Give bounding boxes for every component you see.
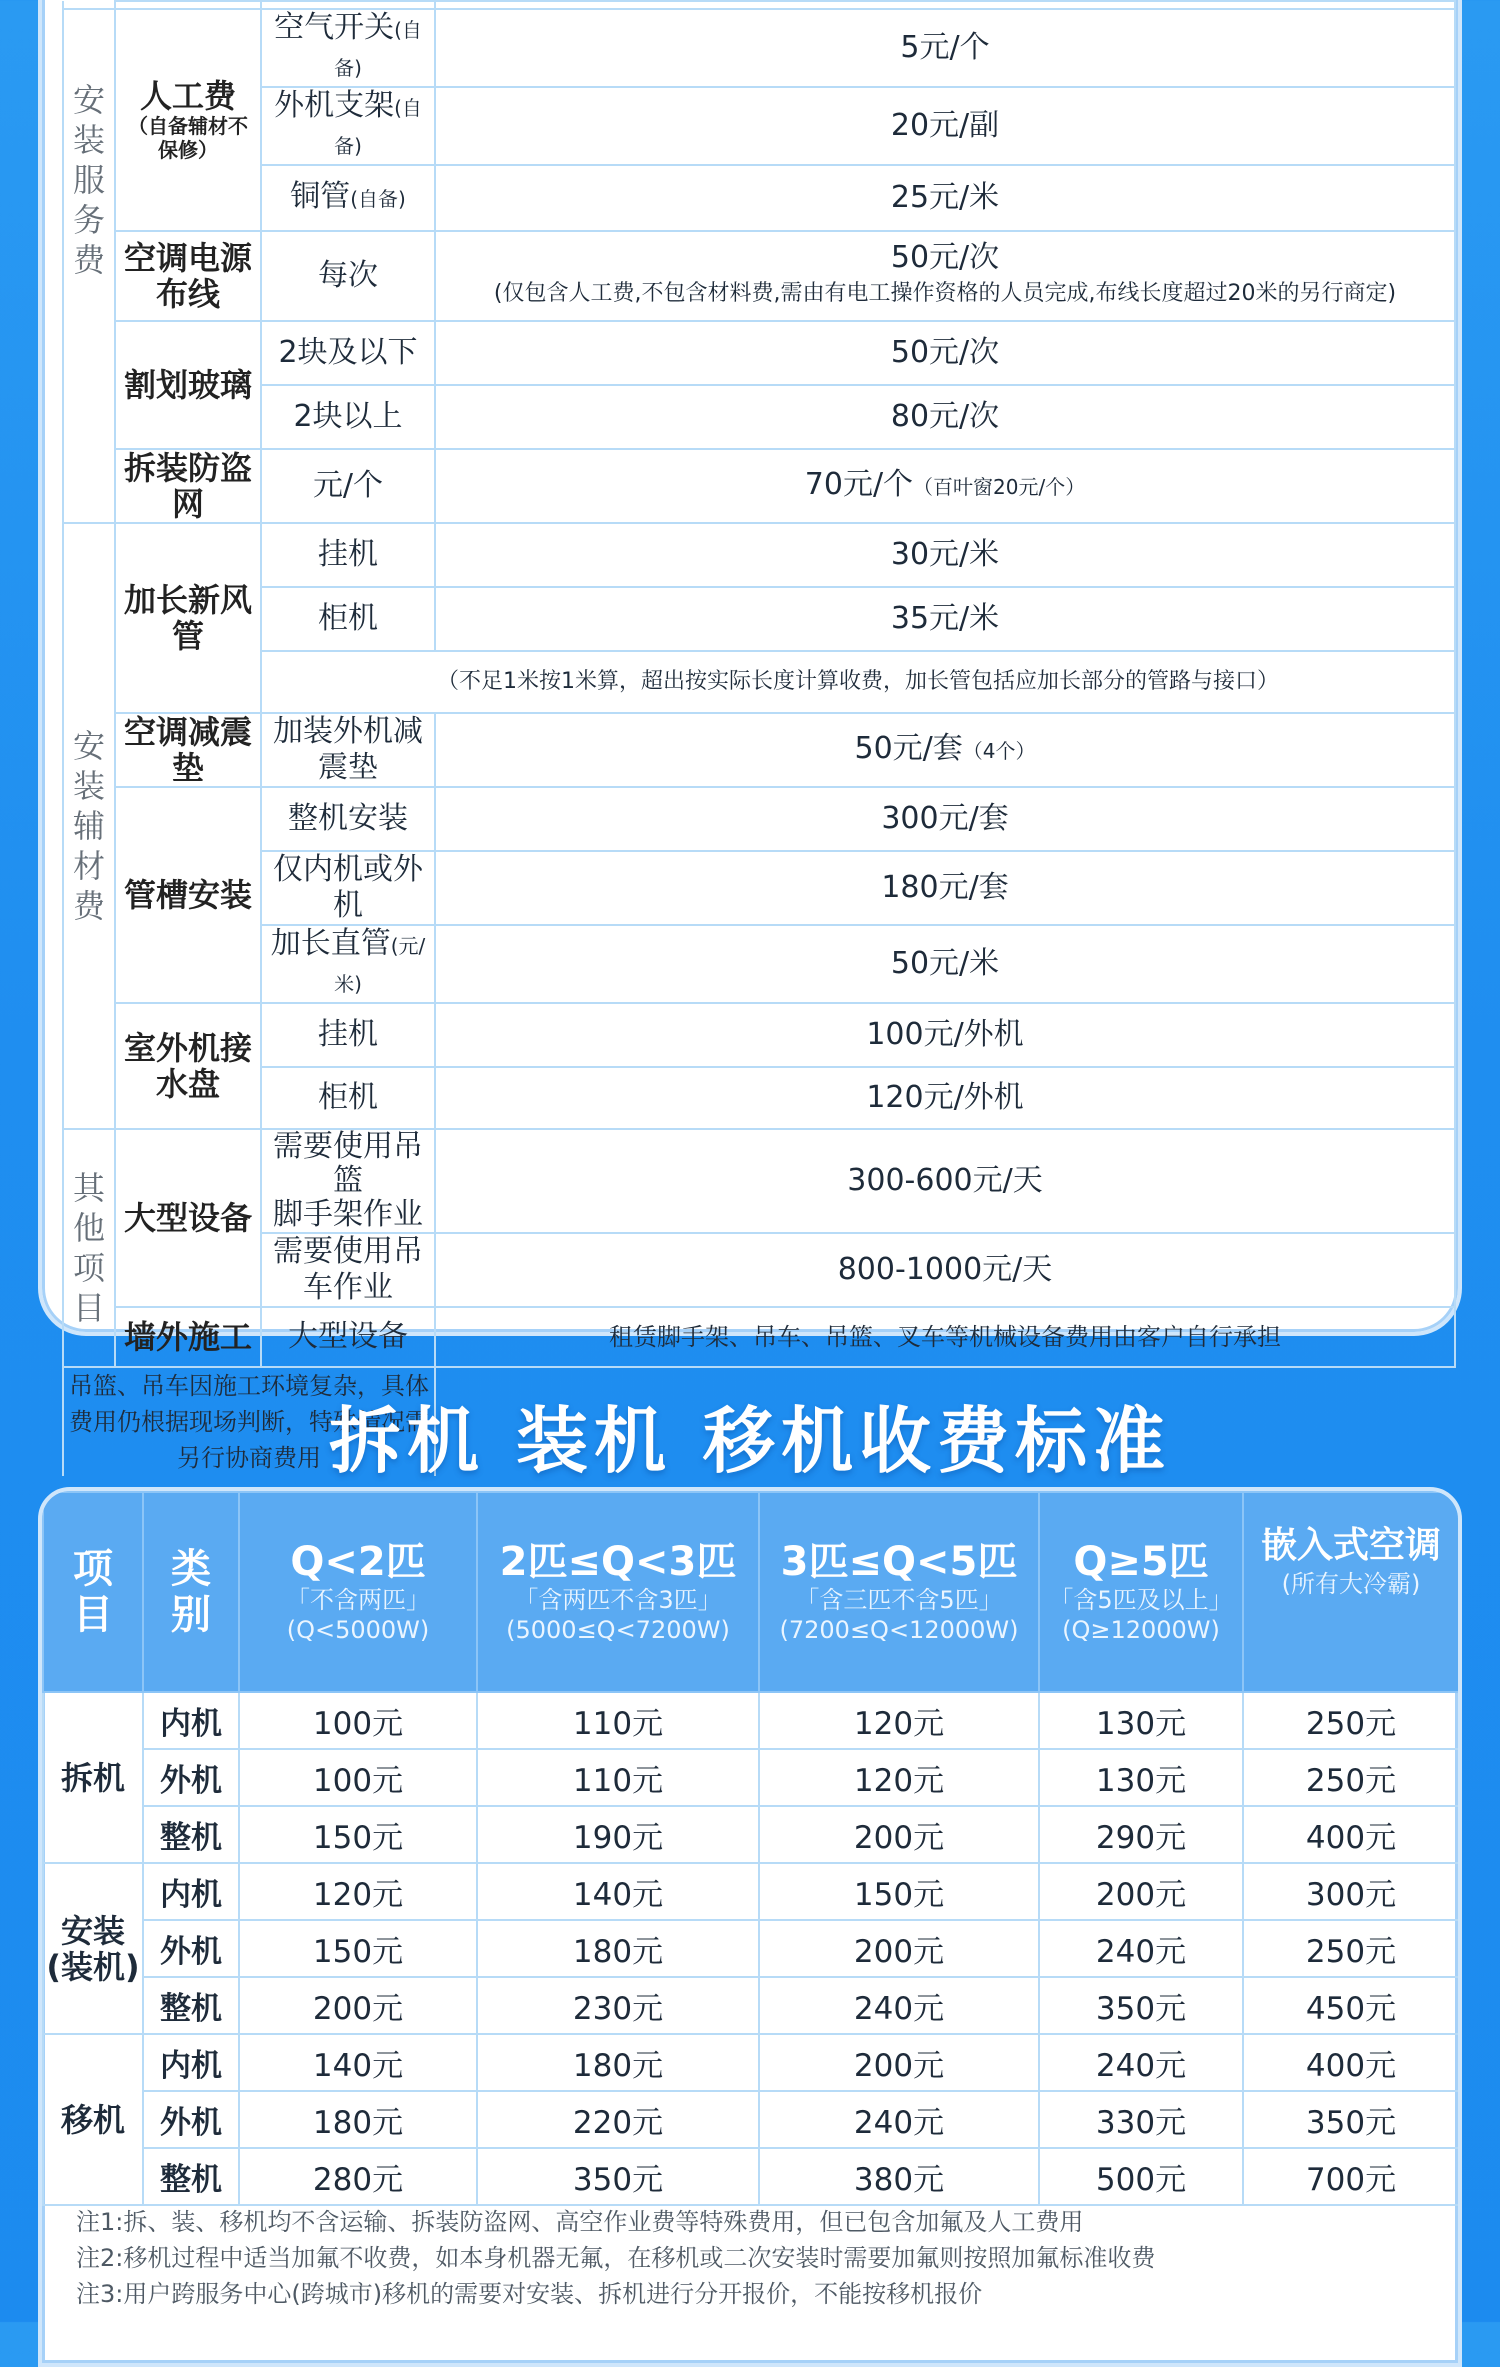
- table-row: [43, 2148, 1459, 2205]
- header-sub: 「含两匹不含3匹」: [514, 1586, 722, 1614]
- table-row: [43, 1920, 1459, 1977]
- price-value: 110元: [477, 1692, 759, 1749]
- header-sub: (所有大冷霸): [1281, 1570, 1421, 1598]
- price-value: 230元: [477, 1977, 759, 2034]
- price-value: 300元: [1243, 1863, 1459, 1920]
- row-kind: 外机: [143, 1749, 239, 1806]
- header-col-5: [1243, 1492, 1459, 1692]
- price-cell: [435, 713, 1455, 787]
- item-cell: 整机安装: [261, 787, 435, 851]
- price-note: （4个）: [962, 739, 1036, 763]
- header-label: Q<2匹: [290, 1539, 426, 1585]
- price-value: 350元: [477, 2148, 759, 2205]
- price-value: 100元: [239, 1692, 477, 1749]
- price-cell: 800-1000元/天: [435, 1233, 1455, 1307]
- price-card: [38, 1487, 1462, 2367]
- category-labor: [115, 9, 261, 231]
- item-note: (自备): [334, 96, 422, 158]
- top-spacer: [261, 1, 435, 9]
- row-kind: 外机: [143, 2091, 239, 2148]
- price-cell: 180元/套: [435, 851, 1455, 925]
- group-name: 安装 (装机): [43, 1863, 143, 2034]
- price-value: 200元: [1039, 1863, 1243, 1920]
- price-cell: [435, 449, 1455, 523]
- row-kind: 外机: [143, 1920, 239, 1977]
- price-cell: [435, 231, 1455, 321]
- table-row: [43, 2034, 1459, 2091]
- price-value: 150元: [239, 1806, 477, 1863]
- item-cell: 大型设备: [261, 1307, 435, 1367]
- item-cell: 柜机: [261, 1067, 435, 1129]
- price-cell: 30元/米: [435, 523, 1455, 587]
- table-row: [43, 1806, 1459, 1863]
- group-name: 拆机: [43, 1692, 143, 1863]
- header-label: 2匹≤Q<3匹: [499, 1539, 737, 1585]
- note-line: 注2:移机过程中适当加氟不收费，如本身机器无氟，在移机或二次安装时需要加氟则按照加氟标准收费: [76, 2244, 1156, 2272]
- category-equip: 大型设备: [115, 1129, 261, 1307]
- item-label: 外机支架: [274, 88, 395, 123]
- header-item: 项 目: [43, 1492, 143, 1692]
- price-value: 400元: [1243, 2034, 1459, 2091]
- item-cell: [261, 165, 435, 231]
- price-cell: 300元/套: [435, 787, 1455, 851]
- row-kind: 整机: [143, 2148, 239, 2205]
- header-col-4: [1039, 1492, 1243, 1692]
- category-wall: 墙外施工: [115, 1307, 261, 1367]
- item-cell: [261, 925, 435, 1003]
- row-kind: 整机: [143, 1806, 239, 1863]
- price-value: 380元: [759, 2148, 1039, 2205]
- category-glass: 割划玻璃: [115, 321, 261, 449]
- group-material-fee: 安 装 辅 材 费: [63, 523, 115, 1129]
- category-tray: 室外机接水盘: [115, 1003, 261, 1129]
- price-value: 180元: [239, 2091, 477, 2148]
- header-sub: (Q<5000W): [286, 1616, 430, 1644]
- item-cell: 需要使用吊篮 脚手架作业: [261, 1129, 435, 1233]
- group-service-fee: 安 装 服 务 费: [63, 9, 115, 523]
- item-cell: 柜机: [261, 587, 435, 651]
- header-col-2: [477, 1492, 759, 1692]
- price-cell: 80元/次: [435, 385, 1455, 449]
- category-pad: 空调减震垫: [115, 713, 261, 787]
- header-col-1: [239, 1492, 477, 1692]
- table-row: [43, 1977, 1459, 2034]
- item-cell: 元/个: [261, 449, 435, 523]
- row-kind: 内机: [143, 2034, 239, 2091]
- category-power: 空调电源布线: [115, 231, 261, 321]
- price-value: 140元: [477, 1863, 759, 1920]
- row-kind: 内机: [143, 1692, 239, 1749]
- price-value: 330元: [1039, 2091, 1243, 2148]
- price-value: 150元: [239, 1920, 477, 1977]
- price-label: 70元/个: [804, 467, 914, 502]
- price-value: 100元: [239, 1749, 477, 1806]
- category-guard: 拆装防盗网: [115, 449, 261, 523]
- price-notes: [76, 2204, 1436, 2312]
- header-sub: (5000≤Q<7200W): [506, 1616, 730, 1644]
- price-label: 50元/次: [890, 240, 1000, 275]
- price-value: 200元: [759, 2034, 1039, 2091]
- row-kind: 内机: [143, 1863, 239, 1920]
- price-value: 110元: [477, 1749, 759, 1806]
- table-row: [43, 1863, 1459, 1920]
- category-trough: 管槽安装: [115, 787, 261, 1003]
- price-value: 130元: [1039, 1749, 1243, 1806]
- header-label: 嵌入式空调: [1260, 1525, 1441, 1566]
- install-footer-note: 吊篮、吊车因施工环境复杂，具体费用仍根据现场判断，特殊情况需另行协商费用: [63, 1367, 435, 1476]
- item-label: 铜管: [290, 179, 351, 214]
- price-cell: 50元/米: [435, 925, 1455, 1003]
- item-cell: 每次: [261, 231, 435, 321]
- item-cell: 仅内机或外机: [261, 851, 435, 925]
- price-cell: 5元/个: [435, 9, 1455, 87]
- price-value: 290元: [1039, 1806, 1243, 1863]
- item-cell: 挂机: [261, 523, 435, 587]
- header-sub: (7200≤Q<12000W): [779, 1616, 1019, 1644]
- price-cell: 20元/副: [435, 87, 1455, 165]
- top-spacer: [115, 1, 261, 9]
- price-value: 280元: [239, 2148, 477, 2205]
- price-value: 130元: [1039, 1692, 1243, 1749]
- price-value: 240元: [1039, 2034, 1243, 2091]
- price-value: 180元: [477, 2034, 759, 2091]
- price-note: (仅包含人工费,不包含材料费,需由有电工操作资格的人员完成,布线长度超过20米的另行商定): [493, 281, 1397, 306]
- price-value: 220元: [477, 2091, 759, 2148]
- price-value: 700元: [1243, 2148, 1459, 2205]
- item-cell: [261, 87, 435, 165]
- item-cell: [261, 9, 435, 87]
- price-value: 200元: [759, 1920, 1039, 1977]
- table-row: [43, 1749, 1459, 1806]
- price-value: 240元: [759, 1977, 1039, 2034]
- price-value: 140元: [239, 2034, 477, 2091]
- item-cell: 2块以上: [261, 385, 435, 449]
- install-fee-grid: [62, 0, 1456, 1476]
- price-value: 350元: [1039, 1977, 1243, 2034]
- category-duct: 加长新风管: [115, 523, 261, 713]
- item-cell: 需要使用吊车作业: [261, 1233, 435, 1307]
- price-value: 200元: [759, 1806, 1039, 1863]
- price-cell: 100元/外机: [435, 1003, 1455, 1067]
- price-cell: 50元/次: [435, 321, 1455, 385]
- price-value: 190元: [477, 1806, 759, 1863]
- note-line: 注3:用户跨服务中心(跨城市)移机的需要对安装、拆机进行分开报价，不能按移机报价: [76, 2280, 983, 2308]
- item-cell: 加装外机减震垫: [261, 713, 435, 787]
- item-cell: 2块及以下: [261, 321, 435, 385]
- group-cell-top: [63, 1, 115, 9]
- price-value: 500元: [1039, 2148, 1243, 2205]
- item-label: 空气开关: [274, 10, 395, 45]
- category-labor-note: （自备辅材不保修）: [128, 114, 248, 162]
- price-table: [42, 1491, 1460, 2206]
- row-kind: 整机: [143, 1977, 239, 2034]
- price-cell: 120元/外机: [435, 1067, 1455, 1129]
- header-sub: 「含三匹不含5匹」: [795, 1586, 1003, 1614]
- header-sub: (Q≥12000W): [1062, 1616, 1220, 1644]
- price-label: 50元/套: [854, 731, 963, 766]
- table-row: [43, 2091, 1459, 2148]
- price-cell: 300-600元/天: [435, 1129, 1455, 1233]
- price-value: 120元: [239, 1863, 477, 1920]
- price-value: 120元: [759, 1692, 1039, 1749]
- price-note: （百叶窗20元/个）: [913, 475, 1086, 499]
- note-line: 注1:拆、装、移机均不含运输、拆装防盗网、高空作业费等特殊费用，但已包含加氟及人工费用: [76, 2208, 1084, 2236]
- header-kind: 类 别: [143, 1492, 239, 1692]
- price-value: 350元: [1243, 2091, 1459, 2148]
- price-value: 250元: [1243, 1749, 1459, 1806]
- table-row: [43, 1692, 1459, 1749]
- group-name: 移机: [43, 2034, 143, 2205]
- item-label: 加长直管: [270, 926, 391, 961]
- header-label: Q≥5匹: [1073, 1539, 1209, 1585]
- group-other: 其 他 项 目: [63, 1129, 115, 1367]
- price-value: 180元: [477, 1920, 759, 1977]
- item-note: (自备): [350, 187, 406, 211]
- price-value: 150元: [759, 1863, 1039, 1920]
- duct-note: （不足1米按1米算，超出按实际长度计算收费，加长管包括应加长部分的管路与接口）: [261, 651, 1455, 713]
- header-sub: 「含5匹及以上」: [1049, 1586, 1233, 1614]
- price-value: 250元: [1243, 1920, 1459, 1977]
- item-note: (元/米): [334, 934, 426, 996]
- top-spacer: [435, 1, 1455, 9]
- header-sub: 「不含两匹」: [286, 1586, 430, 1614]
- price-value: 240元: [1039, 1920, 1243, 1977]
- price-value: 250元: [1243, 1692, 1459, 1749]
- price-value: 120元: [759, 1749, 1039, 1806]
- price-value: 400元: [1243, 1806, 1459, 1863]
- section-title: 拆机 装机 移机收费标准: [328, 1399, 1172, 1483]
- price-cell: 租赁脚手架、吊车、吊篮、叉车等机械设备费用由客户自行承担: [435, 1307, 1455, 1367]
- price-cell: 35元/米: [435, 587, 1455, 651]
- item-note: (自备): [334, 18, 422, 80]
- item-cell: 挂机: [261, 1003, 435, 1067]
- price-value: 240元: [759, 2091, 1039, 2148]
- price-cell: 25元/米: [435, 165, 1455, 231]
- price-value: 200元: [239, 1977, 477, 2034]
- price-value: 450元: [1243, 1977, 1459, 2034]
- header-label: 3匹≤Q<5匹: [780, 1539, 1018, 1585]
- category-labor-label: 人工费: [139, 77, 236, 115]
- header-col-3: [759, 1492, 1039, 1692]
